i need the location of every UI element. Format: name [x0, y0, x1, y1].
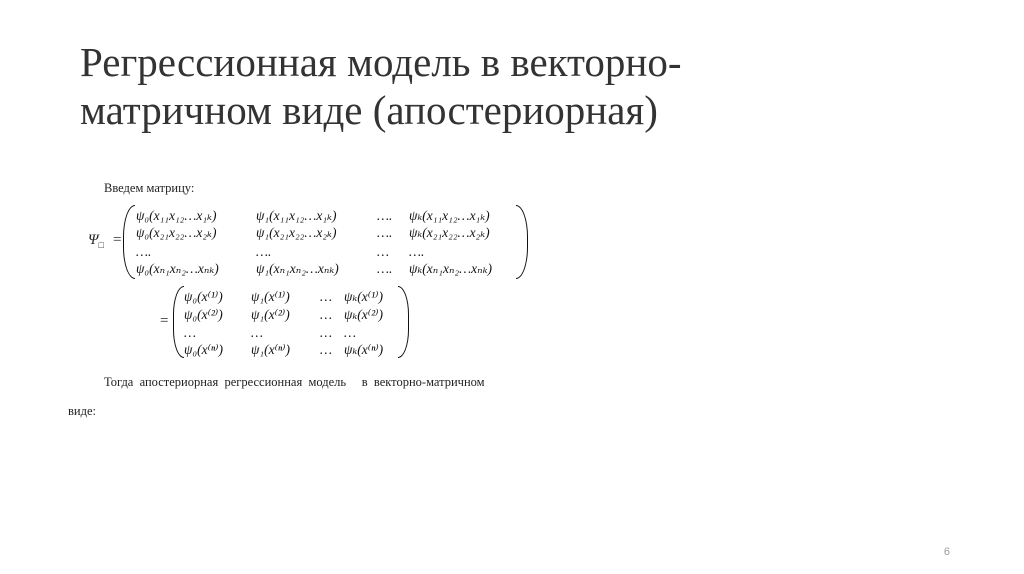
matrix2-cell-r4-c4: ψₖ(x⁽ⁿ⁾): [344, 342, 384, 357]
slide-title: [80, 38, 940, 134]
matrix2-cell-r2-c3: …: [320, 307, 333, 322]
equals-sign-1: =: [113, 232, 122, 248]
matrix1-cell-r4-c4: ψₖ(xₙ₁xₙ₂…xₙₖ): [409, 261, 493, 276]
matrix1-cell-r2-c4: ψₖ(x₂₁x₂₂…x₂ₖ): [409, 225, 490, 240]
matrix1-cell-r1-c4: ψₖ(x₁₁x₁₂…x₁ₖ): [409, 208, 490, 223]
matrix2-cell-r1-c3: …: [320, 289, 333, 304]
matrix1-cell-r4-c3: ….: [377, 261, 393, 276]
matrix2-cell-r1-c4: ψₖ(x⁽¹⁾): [344, 289, 383, 304]
matrix1-cell-r1-c2: ψ₁(x₁₁x₁₂…x₁ₖ): [256, 208, 337, 223]
matrix2-cell-r2-c1: ψ₀(x⁽²⁾): [184, 307, 223, 322]
matrix1-cell-r1-c3: ….: [377, 208, 393, 223]
matrix1-cell-r2-c1: ψ₀(x₂₁x₂₂…x₂ₖ): [136, 225, 217, 240]
conclusion-text-line-1: Тогда апостериорная регрессионная модель в векторно-матричном: [104, 375, 485, 389]
slide-title-line-2: матричном виде (апостериорная): [80, 87, 658, 133]
slide-title-line-1: Регрессионная модель в векторно-: [80, 39, 682, 85]
intro-text: Введем матрицу:: [104, 181, 195, 195]
matrix2-cell-r3-c1: …: [184, 325, 197, 340]
matrix1-cell-r3-c3: …: [377, 244, 390, 259]
equals-sign-2: =: [160, 313, 169, 329]
matrix2-right-paren: [398, 286, 409, 358]
matrix1-right-paren: [516, 205, 528, 279]
matrix1-cell-r3-c4: ….: [409, 244, 425, 259]
matrix2-cell-r3-c4: …: [344, 325, 357, 340]
conclusion-text-line-2: виде:: [68, 404, 96, 418]
psi-subscript: □: [98, 240, 104, 250]
matrix2-cell-r3-c3: …: [320, 325, 333, 340]
matrix1-cell-r4-c2: ψ₁(xₙ₁xₙ₂…xₙₖ): [256, 261, 339, 276]
matrix2-cell-r2-c4: ψₖ(x⁽²⁾): [344, 307, 383, 322]
matrix2-cell-r2-c2: ψ₁(x⁽²⁾): [251, 307, 290, 322]
matrix2-left-paren: [173, 286, 184, 358]
matrix1-cell-r3-c2: ….: [256, 244, 272, 259]
matrix1-cell-r2-c3: ….: [377, 225, 393, 240]
matrix2-cell-r3-c2: …: [251, 325, 264, 340]
matrix1-cell-r4-c1: ψ₀(xₙ₁xₙ₂…xₙₖ): [136, 261, 219, 276]
matrix1-left-paren: [123, 205, 135, 279]
matrix2-cell-r4-c1: ψ₀(x⁽ⁿ⁾): [184, 342, 223, 357]
matrix1-cell-r3-c1: ….: [136, 244, 152, 259]
psi-symbol: Ψ: [88, 232, 99, 248]
matrix1-cell-r2-c2: ψ₁(x₂₁x₂₂…x₂ₖ): [256, 225, 337, 240]
matrix2-cell-r1-c1: ψ₀(x⁽¹⁾): [184, 289, 223, 304]
matrix2-cell-r4-c3: …: [320, 342, 333, 357]
page-number: 6: [943, 546, 950, 558]
matrix2-cell-r1-c2: ψ₁(x⁽¹⁾): [251, 289, 290, 304]
psi-matrix-label: [88, 232, 104, 250]
matrix2-cell-r4-c2: ψ₁(x⁽ⁿ⁾): [251, 342, 290, 357]
matrix1-cell-r1-c1: ψ₀(x₁₁x₁₂…x₁ₖ): [136, 208, 217, 223]
